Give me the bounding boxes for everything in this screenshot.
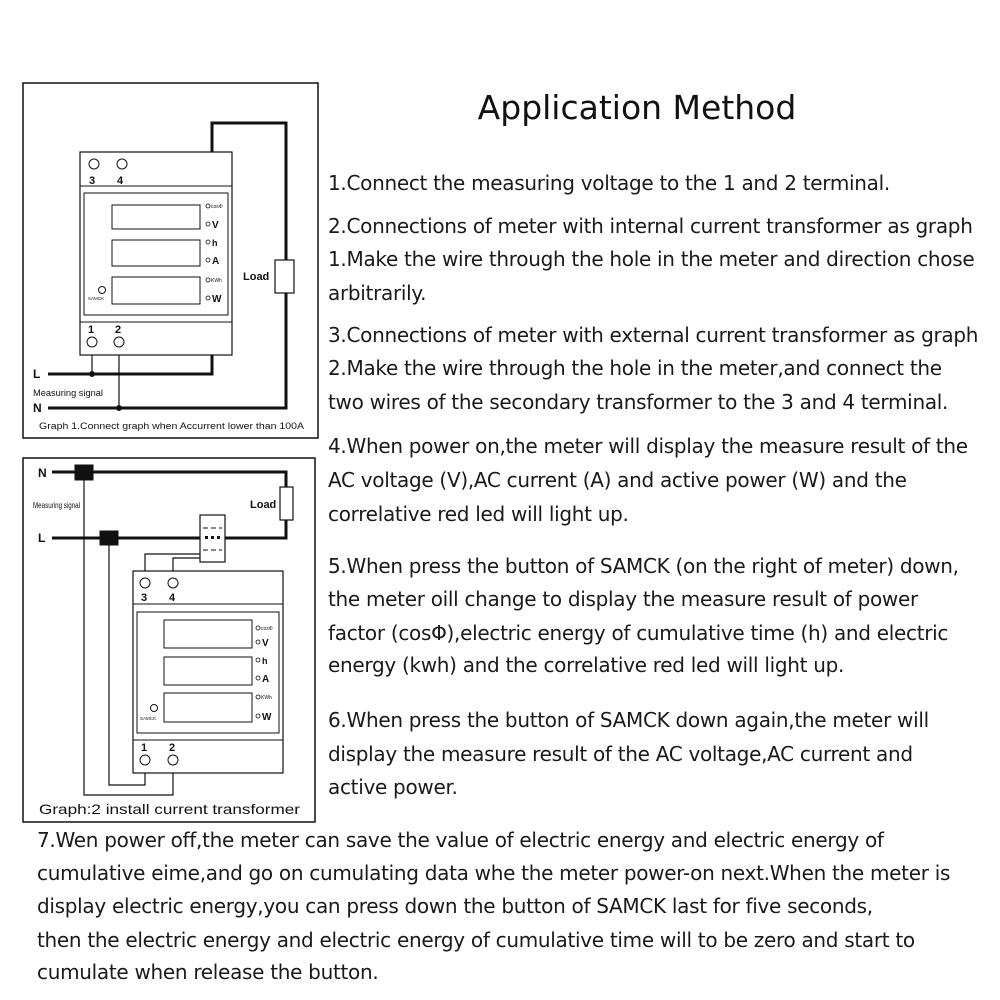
indicator-cos: cosΦ: [261, 626, 273, 632]
instruction-6-line: 6.When press the button of SAMCK down again,the meter will: [328, 708, 929, 732]
page-title: Application Method: [477, 88, 797, 127]
display-3: [164, 693, 252, 722]
signal-label: Measuring signal: [33, 501, 81, 510]
terminal-1-label: 1: [88, 324, 95, 336]
live-wire: [48, 355, 212, 374]
indicator-v: V: [262, 638, 269, 649]
instruction-1-line: 1.Connect the measuring voltage to the 1 and 2 terminal.: [328, 171, 890, 195]
terminal-2-label: 2: [169, 742, 176, 754]
terminal-2-label: 2: [115, 324, 122, 336]
diagram-2-caption: Graph:2 install current transformer: [39, 801, 301, 817]
terminal-1: [87, 337, 97, 347]
neutral-label: N: [38, 466, 47, 480]
indicator-kwh: KWh: [261, 695, 272, 701]
indicator-a: A: [212, 256, 220, 267]
instruction-2-line: 1.Make the wire through the hole in the meter and direction chose: [328, 247, 975, 271]
indicator-cos: cosΦ: [211, 204, 223, 210]
terminal-3: [89, 159, 99, 169]
terminal-3-label: 3: [141, 592, 148, 604]
load-resistor: [280, 487, 293, 520]
indicator-kwh: KWh: [211, 278, 222, 284]
live-label: L: [33, 367, 41, 381]
indicator-w: W: [262, 712, 272, 723]
display-2: [164, 657, 252, 685]
instruction-2-line: arbitrarily.: [328, 281, 427, 305]
display-3: [112, 277, 200, 304]
indicator-a: A: [262, 674, 270, 685]
indicator-w: W: [212, 294, 222, 305]
terminal-4: [117, 159, 127, 169]
samck-button: [151, 705, 158, 712]
indicator-v: V: [212, 220, 219, 231]
terminal-4-label: 4: [117, 175, 124, 187]
meter-body: [80, 152, 232, 355]
samck-label: SAMCK: [88, 296, 105, 301]
instruction-7-line: display electric energy,you can press down the button of SAMCK last for five seconds,: [37, 894, 873, 918]
display-1: [112, 205, 200, 229]
display-2: [112, 240, 200, 266]
load-label: Load: [243, 271, 270, 283]
samck-button: [99, 287, 106, 294]
connector-l: [100, 531, 118, 545]
diagram-1: [23, 83, 318, 438]
terminal-1-label: 1: [141, 742, 148, 754]
instruction-6-line: display the measure result of the AC voltage,AC current and: [328, 742, 913, 766]
instruction-7-line: cumulative eime,and go on cumulating data whe the meter power-on next.When the meter is: [37, 861, 951, 885]
instruction-3-line: two wires of the secondary transformer to the 3 and 4 terminal.: [328, 390, 949, 414]
load-label: Load: [250, 499, 277, 511]
diagram-2: [23, 458, 315, 822]
connector-n: [75, 465, 93, 480]
meter-body: [133, 571, 283, 773]
instruction-2-line: 2.Connections of meter with internal current transformer as graph: [328, 214, 973, 238]
instruction-4-line: AC voltage (V),AC current (A) and active power (W) and the: [328, 468, 907, 492]
instruction-4-line: correlative red led will light up.: [328, 502, 629, 526]
instruction-5-line: energy (kwh) and the correlative red led will light up.: [328, 653, 845, 677]
terminal-2: [114, 337, 124, 347]
live-label: L: [38, 531, 46, 545]
neutral-label: N: [33, 401, 42, 415]
diagram-1-frame: [23, 83, 318, 438]
instruction-7-line: 7.Wen power off,the meter can save the value of electric energy and electric energy of: [37, 828, 884, 852]
instruction-7-line: then the electric energy and electric energy of cumulative time will to be zero and start to: [37, 928, 915, 952]
terminal-3-label: 3: [89, 175, 96, 187]
indicator-h: h: [212, 238, 218, 248]
instruction-6-line: active power.: [328, 775, 458, 799]
instruction-3-line: 2.Make the wire through the hole in the meter,and connect the: [328, 356, 942, 380]
indicator-h: h: [262, 656, 268, 666]
instruction-3-line: 3.Connections of meter with external current transformer as graph: [328, 323, 979, 347]
instruction-5-line: 5.When press the button of SAMCK (on the right of meter) down,: [328, 554, 959, 578]
instruction-5-line: factor (cosΦ),electric energy of cumulative time (h) and electric: [328, 621, 949, 645]
display-1: [164, 620, 252, 648]
instruction-4-line: 4.When power on,the meter will display the measure result of the: [328, 434, 968, 458]
instruction-7-line: cumulate when release the button.: [37, 960, 379, 984]
instruction-5-line: the meter oill change to display the measure result of power: [328, 587, 918, 611]
samck-label: SAMCK: [140, 716, 157, 721]
diagram-2-frame: [23, 458, 315, 822]
load-resistor: [275, 260, 294, 293]
terminal-4-label: 4: [169, 592, 176, 604]
diagram-1-caption: Graph 1.Connect graph when Accurrent lower than 100A: [39, 421, 304, 431]
signal-label: Measuring signal: [33, 388, 103, 398]
wire: [212, 123, 286, 260]
